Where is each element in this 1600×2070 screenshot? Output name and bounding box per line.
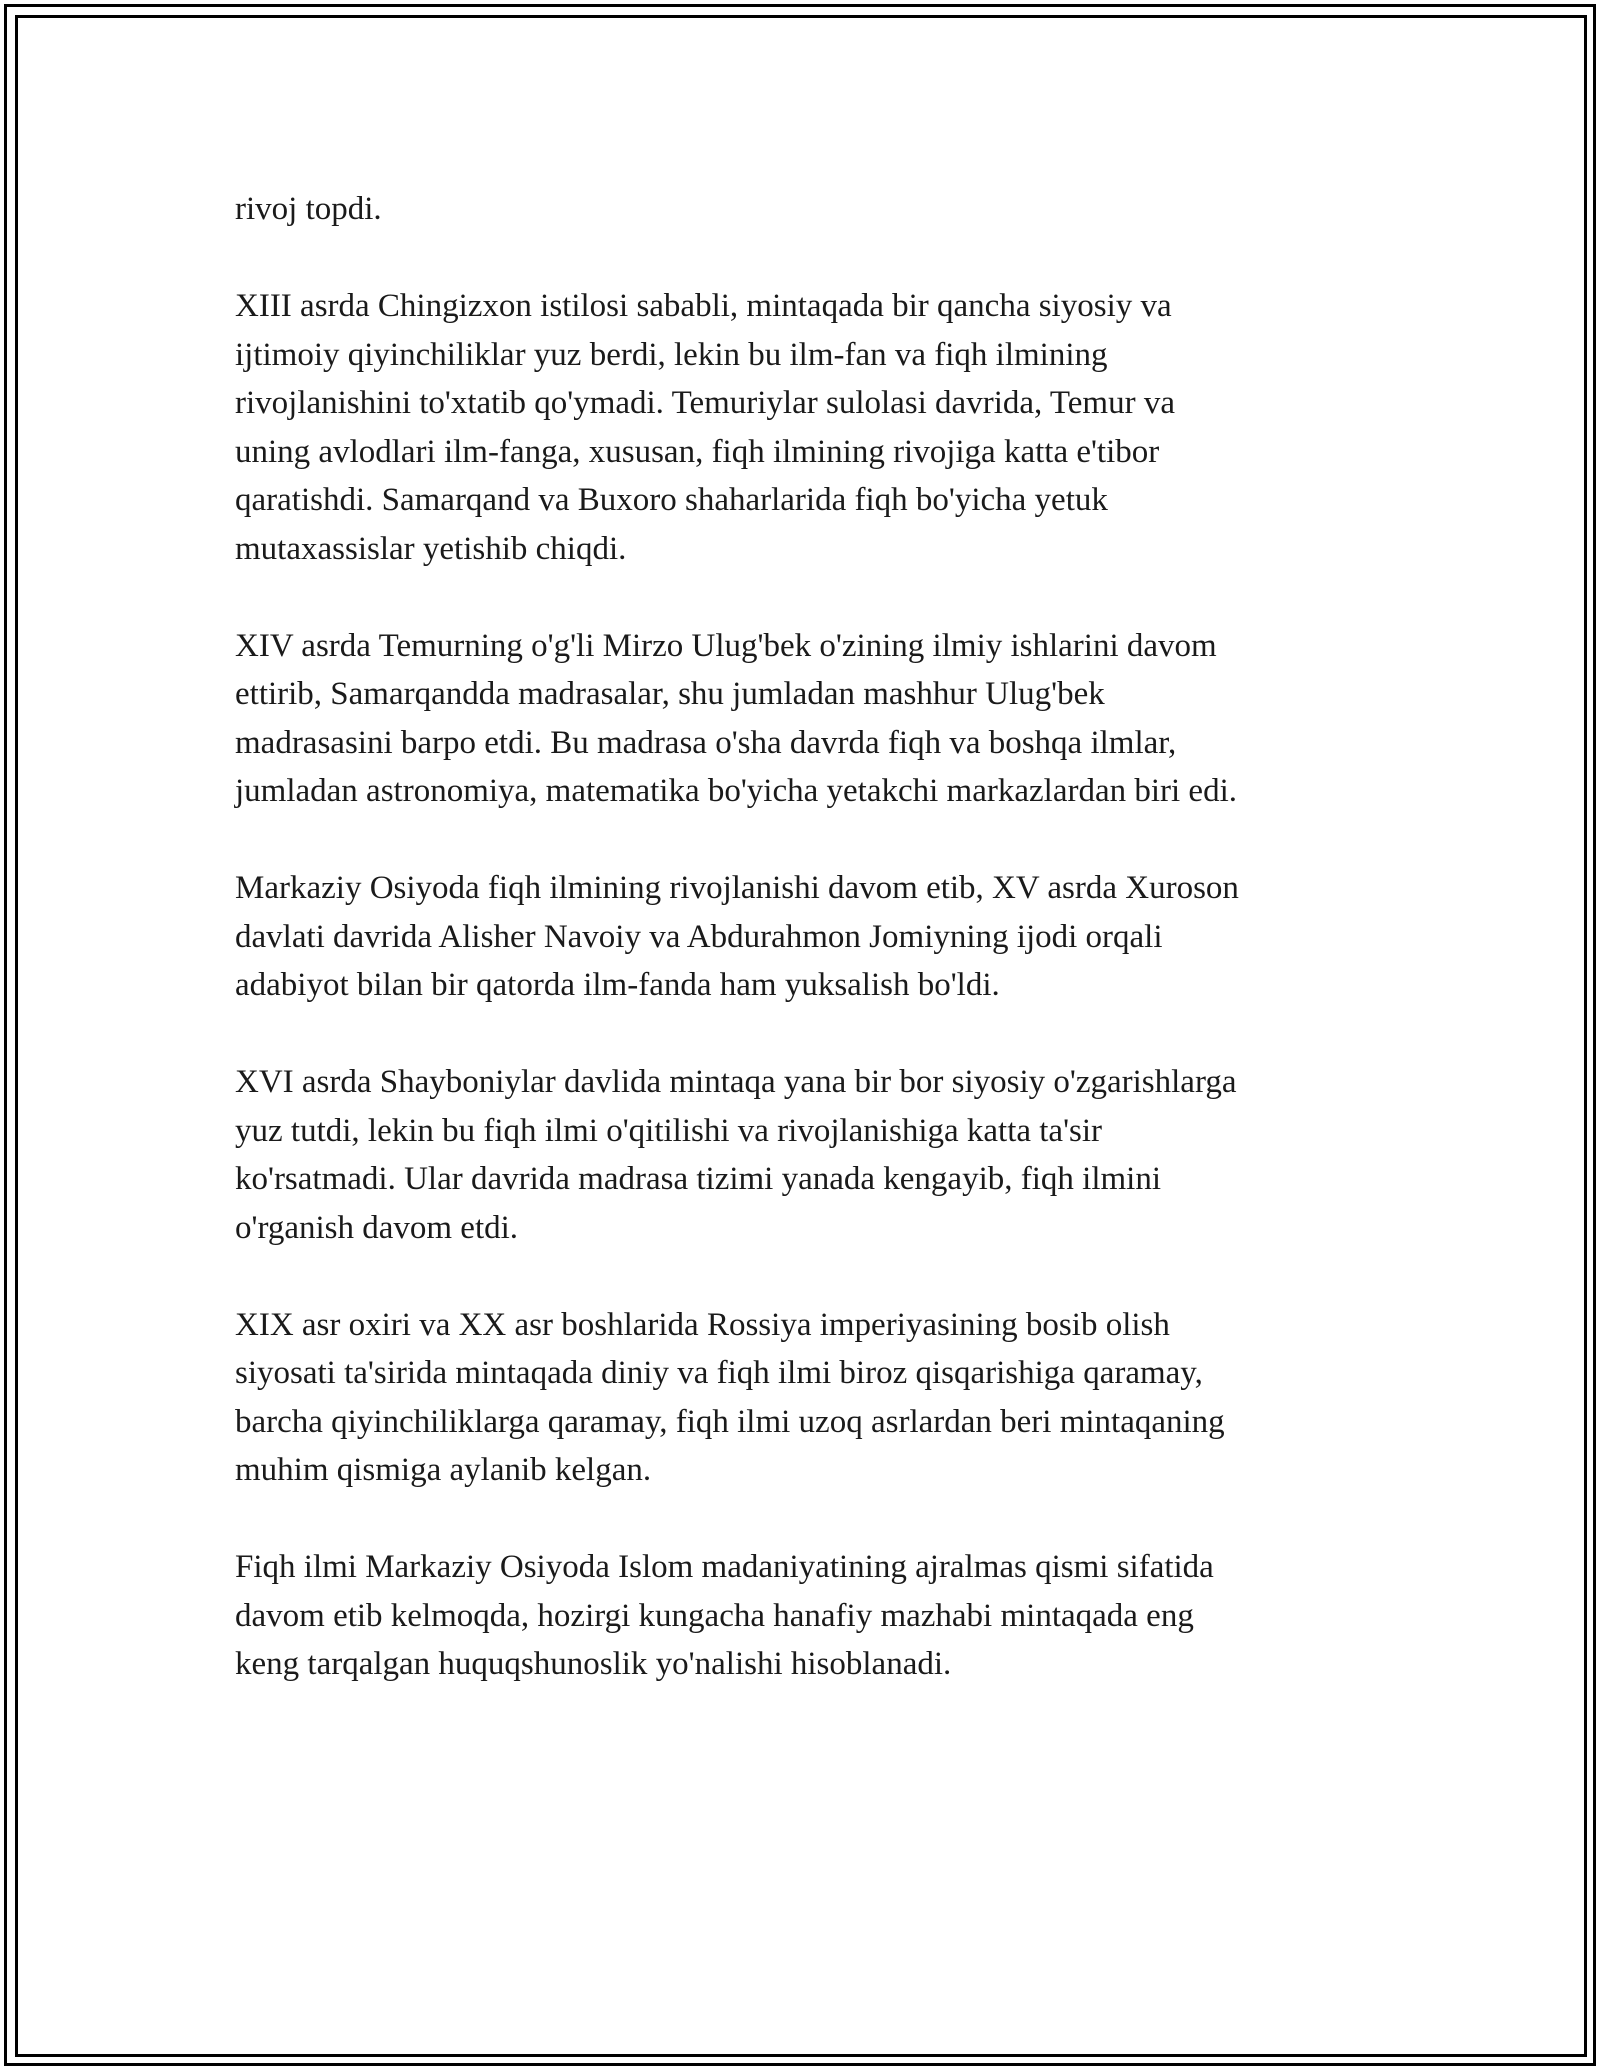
paragraph-1 <box>235 185 1365 234</box>
text-line: davom etib kelmoqda, hozirgi kungacha hanafiy mazhabi mintaqada eng <box>235 1597 1194 1634</box>
text-line: XVI asrda Shayboniylar davlida mintaqa yana bir bor siyosiy o'zgarishlarga <box>235 1064 1237 1100</box>
text-line: muhim qismiga aylanib kelgan. <box>235 1452 652 1488</box>
text-line: siyosati ta'sirida mintaqada diniy va fiqh ilmi biroz qisqarishiga qaramay, <box>235 1355 1203 1391</box>
text-line: XIV asrda Temurning o'g'li Mirzo Ulug'bek o'zining ilmiy ishlarini davom <box>235 627 1217 664</box>
text-line: ettirib, Samarqandda madrasalar, shu jumladan mashhur Ulug'bek <box>235 676 1105 712</box>
text-line: ko'rsatmadi. Ular davrida madrasa tizimi yanada kengayib, fiqh ilmini <box>235 1161 1161 1197</box>
text-line: o'rganish davom etdi. <box>235 1209 519 1246</box>
paragraph-4 <box>235 864 1365 1010</box>
text-line: keng tarqalgan huquqshunoslik yo'nalishi hisoblanadi. <box>235 1646 952 1682</box>
text-line: barcha qiyinchiliklarga qaramay, fiqh ilmi uzoq asrlardan beri mintaqaning <box>235 1403 1225 1440</box>
paragraph-7 <box>235 1543 1365 1689</box>
paragraph-3 <box>235 622 1365 816</box>
text-line: Fiqh ilmi Markaziy Osiyoda Islom madaniyatining ajralmas qismi sifatida <box>235 1549 1214 1585</box>
text-line: Markaziy Osiyoda fiqh ilmining rivojlanishi davom etib, XV asrda Xuroson <box>235 870 1239 906</box>
text-line: XIX asr oxiri va XX asr boshlarida Rossiya imperiyasining bosib olish <box>235 1306 1170 1343</box>
text-line: davlati davrida Alisher Navoiy va Abdurahmon Jomiyning ijodi orqali <box>235 918 1163 955</box>
text-line: XIII asrda Chingizxon istilosi sababli, mintaqada bir qancha siyosiy va <box>235 288 1172 324</box>
document-body <box>235 185 1365 1737</box>
paragraph-5 <box>235 1058 1365 1252</box>
text-line: madrasasini barpo etdi. Bu madrasa o'sha davrda fiqh va boshqa ilmlar, <box>235 724 1177 761</box>
text-line: ijtimoiy qiyinchiliklar yuz berdi, lekin bu ilm-fan va fiqh ilmining <box>235 336 1108 373</box>
text-line: rivojlanishini to'xtatib qo'ymadi. Temuriylar sulolasi davrida, Temur va <box>235 385 1175 421</box>
text-line: adabiyot bilan bir qatorda ilm-fanda ham yuksalish bo'ldi. <box>235 967 1000 1003</box>
paragraph-6 <box>235 1301 1365 1495</box>
paragraph-2 <box>235 282 1365 573</box>
text-line: uning avlodlari ilm-fanga, xususan, fiqh ilmining rivojiga katta e'tibor <box>235 433 1160 470</box>
text-line: rivoj topdi. <box>235 191 382 227</box>
text-line: jumladan astronomiya, matematika bo'yicha yetakchi markazlardan biri edi. <box>235 773 1237 809</box>
text-line: yuz tutdi, lekin bu fiqh ilmi o'qitilishi va rivojlanishiga katta ta'sir <box>235 1112 1103 1149</box>
text-line: qaratishdi. Samarqand va Buxoro shaharlarida fiqh bo'yicha yetuk <box>235 482 1108 518</box>
text-line: mutaxassislar yetishib chiqdi. <box>235 530 627 567</box>
